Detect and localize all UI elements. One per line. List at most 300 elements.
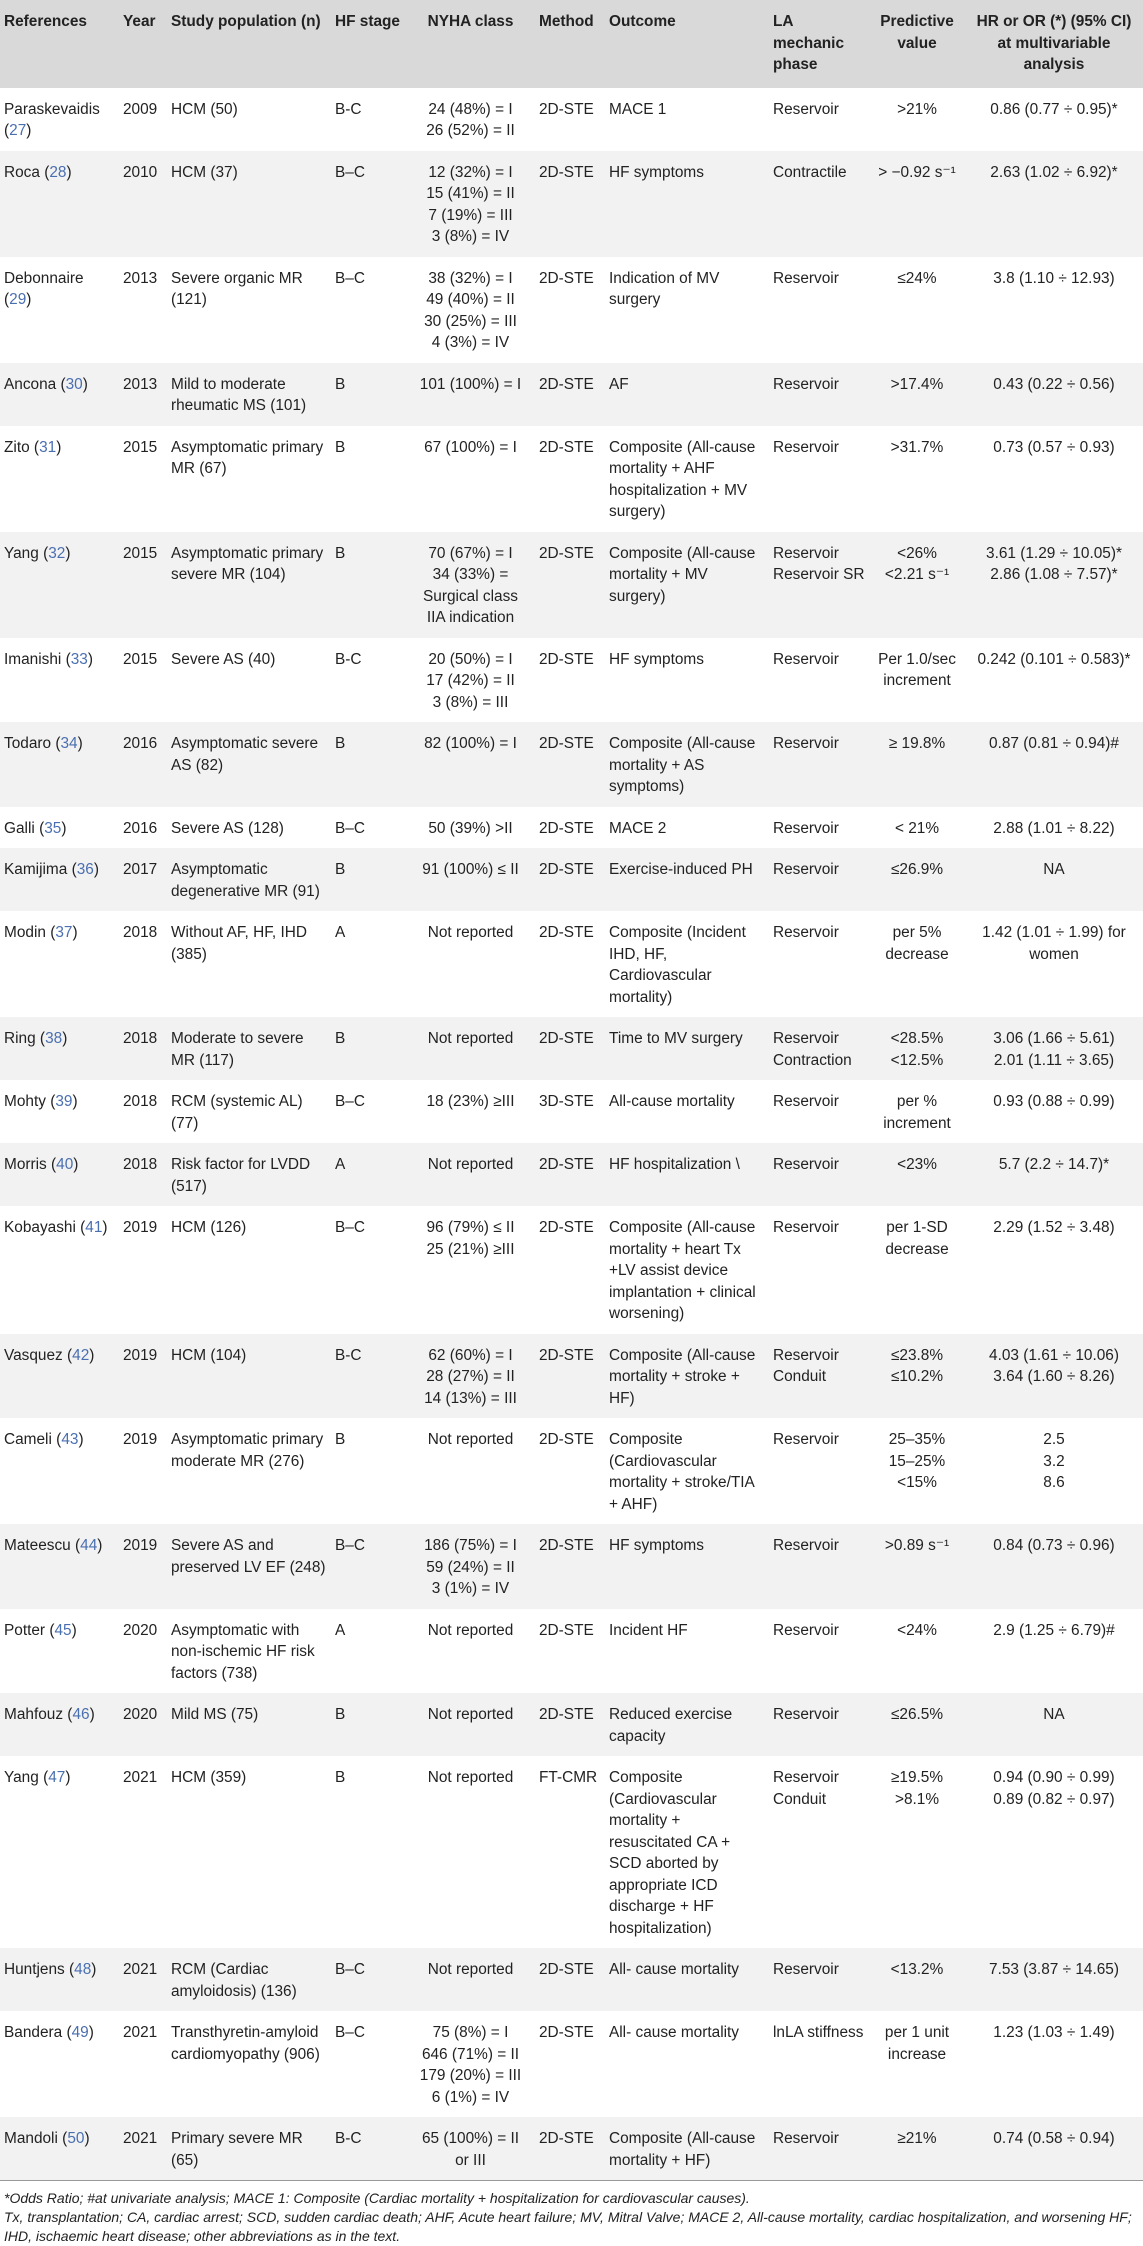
year-cell: 2020 (123, 1621, 158, 1639)
cell-line: 5.7 (2.2 ÷ 14.7)* (998, 1156, 1110, 1173)
nyha-cell (406, 722, 535, 807)
la-phase-cell (769, 1334, 869, 1419)
author-name: Vasquez (4, 1346, 63, 1364)
citation-link: 30 (65, 375, 83, 393)
cell-line: 186 (75%) = I (424, 1537, 517, 1554)
cell-line: 0.89 (0.82 ÷ 0.97) (993, 1790, 1115, 1808)
outcome-cell: MACE 2 (609, 819, 667, 837)
outcome-cell: HF symptoms (609, 650, 704, 668)
method-cell: 2D-STE (539, 1431, 594, 1448)
predictive-value-cell (869, 1206, 965, 1334)
cell-line: Reservoir (773, 819, 839, 837)
cell-line: >17.4% (890, 375, 944, 393)
cell-line: Reservoir (773, 650, 839, 668)
author-name: Todaro (4, 735, 52, 752)
reference-cell: Vasquez (42) (4, 1346, 95, 1364)
population-cell: HCM (359) (171, 1769, 247, 1786)
reference-cell: Morris (40) (4, 1156, 79, 1173)
cell-line: 67 (100%) = I (424, 438, 517, 456)
header-cell: References (4, 13, 87, 30)
cell-line: 49 (40%) = II (426, 291, 515, 308)
outcome-cell: AF (609, 375, 629, 393)
predictive-value-cell (869, 88, 965, 151)
outcome-cell: All-cause mortality (609, 1093, 735, 1110)
method-cell: 2D-STE (539, 650, 594, 668)
la-phase-cell (769, 151, 869, 257)
cell-line: <13.2% (890, 1961, 944, 1978)
author-name: Kobayashi (4, 1219, 76, 1236)
method-cell: 2D-STE (539, 1030, 594, 1047)
nyha-cell (406, 426, 535, 532)
outcome-cell: All- cause mortality (609, 1961, 740, 1978)
hf-stage-cell: B (335, 1431, 346, 1448)
citation-link: 36 (76, 861, 94, 878)
method-cell: 2D-STE (539, 1346, 594, 1364)
la-phase-cell (769, 722, 869, 807)
predictive-value-cell (869, 722, 965, 807)
cell-line: 25–35% (888, 1431, 946, 1448)
cell-line: ≤26.9% (890, 861, 944, 878)
year-cell: 2015 (123, 544, 158, 562)
reference-cell: Kamijima (36) (4, 861, 99, 878)
predictive-value-cell (869, 2117, 965, 2180)
hf-stage-cell: B–C (335, 819, 365, 837)
table-row (0, 1693, 1143, 1756)
hr-or-cell (965, 1524, 1143, 1609)
cell-line: per % (896, 1093, 938, 1110)
cell-line: 50 (39%) >II (428, 819, 513, 837)
cell-line: 1.42 (1.01 ÷ 1.99) for (982, 924, 1126, 941)
table-row (0, 1948, 1143, 2011)
hf-stage-cell: A (335, 1621, 346, 1639)
method-cell: 2D-STE (539, 269, 594, 287)
method-cell: 2D-STE (539, 1621, 594, 1639)
citation-link: 32 (48, 544, 66, 562)
method-cell: 2D-STE (539, 375, 594, 393)
reference-cell: Paraskevaidis (27) (4, 100, 100, 139)
method-cell: 2D-STE (539, 861, 594, 878)
predictive-value-cell (869, 532, 965, 638)
la-phase-cell (769, 363, 869, 426)
hr-or-cell (965, 1334, 1143, 1419)
predictive-value-cell (869, 1334, 965, 1419)
method-cell: 2D-STE (539, 735, 594, 752)
citation-link: 28 (49, 163, 67, 181)
header-cell: Predictive value (880, 13, 954, 52)
cell-line: IIA indication (426, 609, 515, 626)
table-row (0, 88, 1143, 151)
cell-line: 34 (33%) = (432, 566, 509, 583)
cell-line: 0.93 (0.88 ÷ 0.99) (993, 1093, 1115, 1110)
hf-stage-cell: B–C (335, 163, 365, 181)
table-row (0, 426, 1143, 532)
predictive-value-cell (869, 1524, 965, 1609)
cell-line: 38 (32%) = I (428, 269, 513, 287)
predictive-value-cell (869, 1948, 965, 2011)
method-cell: FT-CMR (539, 1769, 598, 1786)
hr-or-cell (965, 1693, 1143, 1756)
citation-link: 40 (56, 1156, 74, 1173)
footnote-line: IHD, ischaemic heart disease; other abbreviations as in the text. (4, 2228, 401, 2244)
hf-stage-cell: B-C (335, 1346, 362, 1364)
hf-stage-cell: B–C (335, 1219, 365, 1236)
cell-line: 62 (60%) = I (428, 1346, 513, 1364)
cell-line: Conduit (773, 1790, 827, 1808)
footnote-line: *Odds Ratio; #at univariate analysis; MACE 1: Composite (Cardiac mortality + hospitalization for cardiovascular causes). (4, 2190, 750, 2206)
cell-line: 101 (100%) = I (419, 375, 522, 393)
cell-line: Reservoir (773, 924, 839, 941)
predictive-value-cell (869, 807, 965, 849)
population-cell: Risk factor for LVDD (517) (171, 1156, 311, 1195)
year-cell: 2013 (123, 375, 158, 393)
population-cell: Primary severe MR (65) (171, 2130, 303, 2169)
hr-or-cell (965, 426, 1143, 532)
outcome-cell: Indication of MV surgery (609, 269, 720, 308)
author-name: Paraskevaidis (4, 100, 100, 118)
method-cell: 2D-STE (539, 1706, 594, 1723)
cell-line: Contractile (773, 163, 847, 181)
outcome-cell: Composite (All-cause mortality + HF) (609, 2130, 756, 2169)
hr-or-cell (965, 638, 1143, 723)
reference-cell: Debonnaire (29) (4, 269, 84, 308)
predictive-value-cell (869, 1143, 965, 1206)
cell-line: 2.86 (1.08 ÷ 7.57)* (990, 566, 1118, 583)
author-name: Mahfouz (4, 1706, 64, 1723)
predictive-value-cell (869, 1693, 965, 1756)
population-cell: Without AF, HF, IHD (385) (171, 924, 307, 963)
population-cell: HCM (50) (171, 100, 238, 118)
citation-link: 38 (45, 1030, 63, 1047)
header-row (0, 0, 1143, 88)
hf-stage-cell: B-C (335, 650, 362, 668)
table-row (0, 2011, 1143, 2117)
cell-line: Reservoir (773, 375, 839, 393)
year-cell: 2018 (123, 1093, 158, 1110)
cell-line: 179 (20%) = III (419, 2067, 522, 2084)
method-cell: 2D-STE (539, 1156, 594, 1173)
population-cell: Severe AS and preserved LV EF (248) (171, 1537, 326, 1576)
author-name: Yang (4, 544, 39, 562)
cell-line: Reservoir (773, 1093, 839, 1110)
la-phase-cell (769, 1080, 869, 1143)
year-cell: 2017 (123, 861, 158, 878)
reference-cell: Kobayashi (41) (4, 1219, 108, 1236)
population-cell: HCM (126) (171, 1219, 247, 1236)
outcome-cell: HF symptoms (609, 1537, 704, 1554)
author-name: Kamijima (4, 861, 68, 878)
la-phase-cell (769, 2011, 869, 2117)
author-name: Cameli (4, 1431, 52, 1448)
population-cell: HCM (37) (171, 163, 238, 181)
citation-link: 37 (55, 924, 73, 941)
table-row (0, 807, 1143, 849)
table-row (0, 1756, 1143, 1948)
hr-or-cell (965, 257, 1143, 363)
cell-line: per 5% (892, 924, 942, 941)
cell-line: Reservoir (773, 1537, 839, 1554)
reference-cell: Yang (47) (4, 1769, 71, 1786)
author-name: Ring (4, 1030, 36, 1047)
cell-line: 3.06 (1.66 ÷ 5.61) (993, 1030, 1115, 1047)
reference-cell: Huntjens (48) (4, 1961, 97, 1978)
method-cell: 2D-STE (539, 100, 594, 118)
cell-line: 3 (8%) = III (432, 693, 509, 711)
population-cell: Severe AS (40) (171, 650, 276, 668)
la-phase-cell (769, 848, 869, 911)
table-row (0, 1143, 1143, 1206)
outcome-cell: MACE 1 (609, 100, 667, 118)
cell-line: 2.01 (1.11 ÷ 3.65) (993, 1051, 1115, 1069)
nyha-cell (406, 638, 535, 723)
author-name: Ancona (4, 375, 57, 393)
cell-line: 0.73 (0.57 ÷ 0.93) (993, 438, 1115, 456)
cell-line: Not reported (427, 1431, 514, 1448)
cell-line: lnLA stiffness (773, 2024, 864, 2041)
cell-line: women (1029, 945, 1079, 963)
footnote-line: Tx, transplantation; CA, cardiac arrest; SCD, sudden cardiac death; AHF, Acute heart failure; MV, Mitral Valve; MACE 2, All-cause mortality, cardiac hospitalization, and worsening HF; (4, 2209, 1132, 2225)
cell-line: 1.23 (1.03 ÷ 1.49) (993, 2024, 1115, 2041)
la-phase-cell (769, 2117, 869, 2180)
cell-line: 75 (8%) = I (432, 2024, 509, 2041)
hr-or-cell (965, 2011, 1143, 2117)
cell-line: Reservoir (773, 438, 839, 456)
method-cell: 2D-STE (539, 819, 594, 837)
citation-link: 39 (55, 1093, 73, 1110)
cell-line: Not reported (427, 1030, 514, 1047)
cell-line: 28 (27%) = II (426, 1368, 515, 1385)
population-cell: RCM (Cardiac amyloidosis) (136) (171, 1961, 297, 2000)
cell-line: Reservoir (773, 1769, 839, 1786)
reference-cell: Mahfouz (46) (4, 1706, 95, 1723)
cell-line: <2.21 s⁻¹ (884, 566, 950, 583)
nyha-cell (406, 363, 535, 426)
header-cell: NYHA class (427, 13, 514, 30)
cell-line: Reservoir (773, 1030, 839, 1047)
la-phase-cell (769, 88, 869, 151)
hf-stage-cell: B (335, 438, 346, 456)
year-cell: 2009 (123, 100, 158, 118)
hf-stage-cell: A (335, 924, 346, 941)
year-cell: 2021 (123, 2024, 158, 2041)
cell-line: 15–25% (888, 1452, 946, 1470)
cell-line: Not reported (427, 1156, 514, 1173)
cell-line: 2.9 (1.25 ÷ 6.79)# (993, 1621, 1115, 1639)
outcome-cell: Composite (All-cause mortality + heart Tx +LV assist device implantation + clinical worsening) (609, 1219, 756, 1322)
outcome-cell: HF hospitalization \ (609, 1156, 740, 1173)
nyha-cell (406, 88, 535, 151)
nyha-cell (406, 1080, 535, 1143)
hr-or-cell (965, 1080, 1143, 1143)
header-cell: Outcome (609, 13, 676, 30)
hr-or-cell (965, 363, 1143, 426)
table-footnote (0, 2180, 1143, 2246)
hf-stage-cell: B (335, 735, 346, 752)
year-cell: 2018 (123, 1156, 158, 1173)
author-name: Mandoli (4, 2130, 58, 2147)
hf-stage-cell: B–C (335, 1093, 365, 1110)
table-row (0, 1609, 1143, 1694)
population-cell: HCM (104) (171, 1346, 247, 1364)
hr-or-cell (965, 1017, 1143, 1080)
method-cell: 2D-STE (539, 163, 594, 181)
year-cell: 2021 (123, 1769, 158, 1786)
cell-line: Surgical class (423, 587, 518, 605)
year-cell: 2015 (123, 650, 158, 668)
cell-line: decrease (885, 945, 949, 963)
predictive-value-cell (869, 1756, 965, 1948)
year-cell: 2021 (123, 2130, 158, 2147)
table-row (0, 911, 1143, 1017)
nyha-cell (406, 1609, 535, 1694)
cell-line: Conduit (773, 1368, 827, 1385)
la-phase-cell (769, 638, 869, 723)
cell-line: ≥ 19.8% (888, 735, 946, 752)
hf-stage-cell: B–C (335, 269, 365, 287)
author-name: Zito (4, 438, 30, 456)
predictive-value-cell (869, 151, 965, 257)
cell-line: 0.87 (0.81 ÷ 0.94)# (989, 735, 1119, 752)
cell-line: Reservoir (773, 1706, 839, 1723)
hf-stage-cell: B–C (335, 2024, 365, 2041)
nyha-cell (406, 848, 535, 911)
cell-line: ≤26.5% (890, 1706, 944, 1723)
table-row (0, 1206, 1143, 1334)
cell-line: <28.5% (890, 1030, 944, 1047)
outcome-cell: Composite (All-cause mortality + MV surgery) (609, 544, 756, 605)
cell-line: 2.63 (1.02 ÷ 6.92)* (990, 163, 1118, 181)
method-cell: 2D-STE (539, 2024, 594, 2041)
method-cell: 2D-STE (539, 1537, 594, 1554)
la-phase-cell (769, 1756, 869, 1948)
nyha-cell (406, 807, 535, 849)
nyha-cell (406, 1524, 535, 1609)
reference-cell: Bandera (49) (4, 2024, 94, 2041)
nyha-cell (406, 1948, 535, 2011)
citation-link: 34 (60, 735, 78, 752)
hf-stage-cell: B (335, 1706, 346, 1723)
cell-line: Reservoir (773, 1431, 839, 1448)
cell-line: 3.64 (1.60 ÷ 8.26) (993, 1368, 1115, 1385)
author-name: Potter (4, 1621, 46, 1639)
predictive-value-cell (869, 426, 965, 532)
outcome-cell: Composite (All-cause mortality + stroke + HF) (609, 1346, 756, 1407)
cell-line: 91 (100%) ≤ II (422, 861, 519, 878)
cell-line: 0.43 (0.22 ÷ 0.56) (993, 375, 1115, 393)
table-row (0, 532, 1143, 638)
hr-or-cell (965, 848, 1143, 911)
nyha-cell (406, 1693, 535, 1756)
reference-cell: Modin (37) (4, 924, 78, 941)
table-row (0, 257, 1143, 363)
cell-line: ≤24% (897, 269, 937, 287)
method-cell: 2D-STE (539, 924, 594, 941)
population-cell: Asymptomatic primary moderate MR (276) (171, 1431, 324, 1470)
cell-line: Reservoir (773, 544, 839, 562)
hr-or-cell (965, 1206, 1143, 1334)
cell-line: Not reported (427, 1961, 514, 1978)
cell-line: decrease (885, 1240, 949, 1258)
header-cell: Method (539, 13, 594, 30)
author-name: Morris (4, 1156, 47, 1173)
hf-stage-cell: B (335, 861, 346, 878)
cell-line: 0.74 (0.58 ÷ 0.94) (993, 2130, 1115, 2147)
nyha-cell (406, 257, 535, 363)
outcome-cell: Composite (Cardiovascular mortality + stroke/TIA + AHF) (609, 1431, 754, 1513)
citation-link: 49 (71, 2024, 89, 2041)
cell-line: Contraction (773, 1051, 852, 1069)
author-name: Roca (4, 163, 40, 181)
cell-line: 20 (50%) = I (428, 650, 513, 668)
cell-line: 82 (100%) = I (424, 735, 517, 752)
cell-line: <15% (897, 1474, 937, 1491)
method-cell: 2D-STE (539, 1219, 594, 1236)
cell-line: per 1-SD (886, 1219, 948, 1236)
author-name: Huntjens (4, 1961, 65, 1978)
table-row (0, 638, 1143, 723)
outcome-cell: Reduced exercise capacity (609, 1706, 733, 1745)
nyha-cell (406, 151, 535, 257)
year-cell: 2013 (123, 269, 158, 287)
cell-line: 2.88 (1.01 ÷ 8.22) (993, 819, 1115, 837)
table-row (0, 2117, 1143, 2180)
outcome-cell: Composite (All-cause mortality + AHF hospitalization + MV surgery) (609, 438, 756, 520)
predictive-value-cell (869, 257, 965, 363)
cell-line: Reservoir (773, 735, 839, 752)
reference-cell: Ring (38) (4, 1030, 68, 1047)
predictive-value-cell (869, 1017, 965, 1080)
year-cell: 2016 (123, 735, 158, 752)
year-cell: 2010 (123, 163, 158, 181)
cell-line: 2.29 (1.52 ÷ 3.48) (993, 1219, 1115, 1236)
table-row (0, 1017, 1143, 1080)
hr-or-cell (965, 1948, 1143, 2011)
la-phase-cell (769, 807, 869, 849)
cell-line: Not reported (427, 1621, 514, 1639)
hf-stage-cell: B (335, 1769, 346, 1786)
citation-link: 47 (48, 1769, 66, 1786)
reference-cell: Mohty (39) (4, 1093, 78, 1110)
cell-line: 3.61 (1.29 ÷ 10.05)* (986, 544, 1122, 562)
nyha-cell (406, 532, 535, 638)
predictive-value-cell (869, 638, 965, 723)
nyha-cell (406, 2117, 535, 2180)
nyha-cell (406, 1756, 535, 1948)
cell-line: Not reported (427, 1769, 514, 1786)
cell-line: ≥19.5% (890, 1769, 944, 1786)
header-cell: HF stage (335, 13, 400, 30)
outcome-cell: Composite (Cardiovascular mortality + resuscitated CA + SCD aborted by appropriate ICD discharge + HF hospitalization) (609, 1769, 731, 1937)
outcome-cell: Composite (Incident IHD, HF, Cardiovascular mortality) (609, 924, 746, 1006)
la-phase-cell (769, 1017, 869, 1080)
cell-line: 24 (48%) = I (428, 100, 513, 118)
method-cell: 2D-STE (539, 1961, 594, 1978)
population-cell: Asymptomatic degenerative MR (91) (171, 861, 320, 900)
author-name: Mateescu (4, 1537, 71, 1554)
cell-line: <23% (897, 1156, 937, 1173)
cell-line: 4 (3%) = IV (431, 334, 510, 351)
hf-stage-cell: B-C (335, 2130, 362, 2147)
hr-or-cell (965, 1418, 1143, 1524)
author-name: Modin (4, 924, 46, 941)
outcome-cell: HF symptoms (609, 163, 704, 181)
hr-or-cell (965, 807, 1143, 849)
la-phase-cell (769, 1524, 869, 1609)
cell-line: ≤10.2% (890, 1368, 944, 1385)
cell-line: ≤23.8% (890, 1346, 944, 1364)
citation-link: 44 (80, 1537, 98, 1554)
population-cell: Severe AS (128) (171, 819, 284, 837)
cell-line: Reservoir (773, 269, 839, 287)
